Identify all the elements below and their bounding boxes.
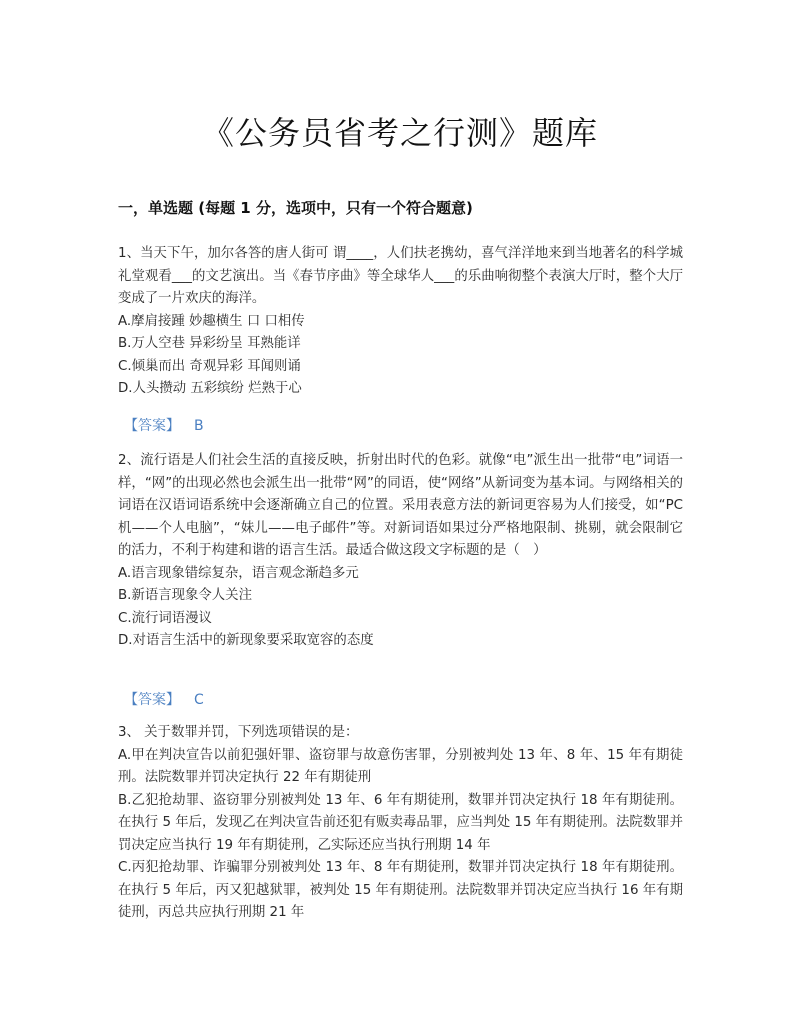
section-heading: 一，单选题 (每题 1 分，选项中，只有一个符合题意) bbox=[118, 199, 473, 217]
question-3-option-a: A.甲在判决宣告以前犯强奸罪、盗窃罪与故意伤害罪，分别被判处 13 年、8 年、15 年有期徒刑。法院数罪并罚决定执行 22 年有期徒刑 bbox=[118, 747, 683, 785]
question-3-option-b: B.乙犯抢劫罪、盗窃罪分别被判处 13 年、6 年有期徒刑，数罪并罚决定执行 18 年有期徒刑。在执行 5 年后，发现乙在判决宣告前还犯有贩卖毒品罪，应当判处 15 年有期徒刑。法院数罪并罚决定应当执行 19 年有期徒刑，乙实际还应当执行刑期 14 年 bbox=[118, 792, 683, 853]
question-1-option-b: B.万人空巷 异彩纷呈 耳熟能详 bbox=[118, 336, 301, 351]
question-3-option-c: C.丙犯抢劫罪、诈骗罪分别被判处 13 年、8 年有期徒刑，数罪并罚决定执行 18 年有期徒刑。在执行 5 年后，丙又犯越狱罪，被判处 15 年有期徒刑。法院数罪并罚决定应当执行 16 年有期徒刑，丙总共应执行刑期 21 年 bbox=[118, 860, 683, 920]
question-1-stem: 1、当天下午，加尔各答的唐人街可 谓____，人们扶老携幼，喜气洋洋地来到当地著名的科学城礼堂观看___的文艺演出。当《春节序曲》等全球华人___的乐曲响彻整个表演大厅时，整个大厅变成了一片欢庆的海洋。 bbox=[118, 246, 683, 306]
question-1-option-d: D.人头攒动 五彩缤纷 烂熟于心 bbox=[118, 381, 302, 396]
question-2-option-b: B.新语言现象令人关注 bbox=[118, 588, 252, 603]
question-1-answer bbox=[124, 415, 204, 435]
question-1-option-a: A.摩肩接踵 妙趣横生 口 口相传 bbox=[118, 313, 305, 329]
question-2-stem: 2、流行语是人们社会生活的直接反映，折射出时代的色彩。就像“电”派生出一批带“电”词语一样，“网”的出现必然也会派生出一批带“网”的同语，使“网络”从新词变为基本词。与网络相关的词语在汉语词语系统中会逐渐确立自己的位置。采用表意方法的新词更容易为人们接受，如“PC 机——个人电脑”，“妹儿——电子邮件”等。对新词语如果过分严格地限制、挑剔，就会限制它的活力，不利于构建和谐的语言生活。最适合做这段文字标题的是（ ） bbox=[118, 453, 683, 558]
answer-label: 【答案】 bbox=[124, 692, 180, 708]
question-3 bbox=[118, 722, 683, 925]
question-2 bbox=[118, 450, 683, 653]
answer-label: 【答案】 bbox=[124, 418, 180, 434]
question-1-option-c: C.倾巢而出 奇观异彩 耳闻则诵 bbox=[118, 358, 301, 374]
question-2-option-a: A.语言现象错综复杂，语言观念渐趋多元 bbox=[118, 565, 359, 581]
question-2-option-c: C.流行词语漫议 bbox=[118, 610, 212, 626]
question-2-option-d: D.对语言生活中的新现象要采取宽容的态度 bbox=[118, 633, 374, 648]
question-1 bbox=[118, 243, 683, 401]
question-2-answer bbox=[124, 689, 204, 709]
answer-value: C bbox=[194, 692, 204, 708]
question-3-stem: 3、 关于数罪并罚，下列选项错误的是： bbox=[118, 725, 359, 740]
page-title: 《公务员省考之行测》题库 bbox=[201, 114, 598, 152]
answer-value: B bbox=[194, 418, 204, 434]
